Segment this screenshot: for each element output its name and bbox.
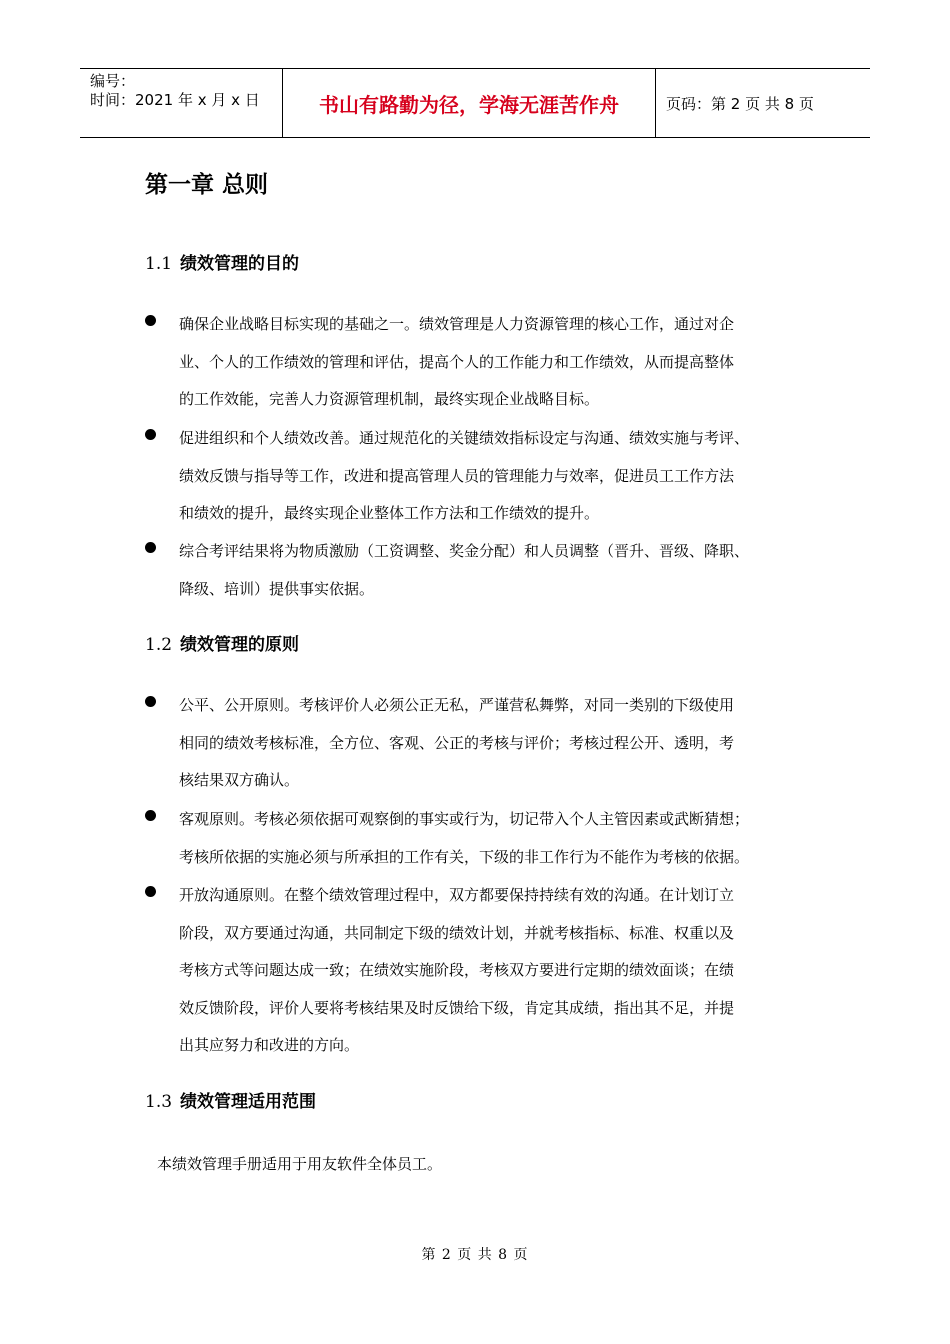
header-pager-cell xyxy=(656,69,870,137)
list-item xyxy=(145,533,825,608)
text-line: 的工作效能，完善人力资源管理机制，最终实现企业战略目标。 xyxy=(179,390,600,408)
text-line: 考核方式等问题达成一致；在绩效实施阶段，考核双方要进行定期的绩效面谈；在绩 xyxy=(179,961,735,979)
text-line: 绩效反馈与指导等工作，改进和提高管理人员的管理能力与效率，促进员工工作方法 xyxy=(179,466,735,485)
text-line: 开放沟通原则。在整个绩效管理过程中，双方都要保持持续有效的沟通。在计划订立 xyxy=(179,886,735,904)
section-number: 1.2 xyxy=(145,635,173,655)
section-title: 绩效管理适用范围 xyxy=(180,1092,317,1112)
bullet-icon xyxy=(145,429,156,440)
scope-paragraph: 本绩效管理手册适用于用友软件全体员工。 xyxy=(157,1155,443,1173)
text-line: 客观原则。考核必须依据可观察倒的事实或行为，切记带入个人主管因素或武断猜想； xyxy=(179,810,750,828)
text-line: 公平、公开原则。考核评价人必须公正无私，严谨营私舞弊，对同一类别的下级使用 xyxy=(179,696,735,714)
bullet-icon xyxy=(145,542,156,553)
text-line: 和绩效的提升，最终实现企业整体工作方法和工作绩效的提升。 xyxy=(179,504,600,522)
text-line: 核结果双方确认。 xyxy=(179,771,300,789)
list-item xyxy=(145,306,825,419)
section-heading-1-3 xyxy=(145,1091,316,1113)
document-date-label: 时间：2021 年 x 月 x 日 xyxy=(90,91,260,109)
text-line: 出其应努力和改进的方向。 xyxy=(179,1036,360,1054)
text-line: 阶段，双方要通过沟通，共同制定下级的绩效计划，并就考核指标、标准、权重以及 xyxy=(179,923,735,942)
header-meta-cell xyxy=(80,69,283,137)
text-line: 效反馈阶段，评价人要将考核结果及时反馈给下级，肯定其成绩，指出其不足，并提 xyxy=(179,998,735,1017)
text-line: 综合考评结果将为物质激励（工资调整、奖金分配）和人员调整（晋升、晋级、降职、 xyxy=(179,542,750,560)
list-item xyxy=(145,801,825,876)
chapter-title: 第一章 总则 xyxy=(145,172,269,198)
bullet-icon xyxy=(145,315,156,326)
page-footer: 第 2 页 共 8 页 xyxy=(421,1247,529,1263)
bullet-icon xyxy=(145,886,156,897)
text-line: 确保企业战略目标实现的基础之一。绩效管理是人力资源管理的核心工作，通过对企 xyxy=(179,315,735,333)
section-title: 绩效管理的目的 xyxy=(180,254,300,274)
list-item xyxy=(145,420,825,533)
bullet-icon xyxy=(145,810,156,821)
list-item xyxy=(145,877,825,1065)
section-heading-1-1 xyxy=(145,253,299,275)
section-title: 绩效管理的原则 xyxy=(180,635,300,655)
header-motto: 书山有路勤为径，学海无涯苦作舟 xyxy=(319,93,619,117)
section-heading-1-2 xyxy=(145,634,299,656)
section-number: 1.3 xyxy=(145,1092,173,1112)
header-motto-cell xyxy=(283,69,656,137)
header-page-indicator: 页码：第 2 页 共 8 页 xyxy=(666,95,814,113)
list-item xyxy=(145,687,825,800)
page-header xyxy=(80,68,870,138)
text-line: 考核所依据的实施必须与所承担的工作有关，下级的非工作行为不能作为考核的依据。 xyxy=(179,847,750,866)
text-line: 降级、培训）提供事实依据。 xyxy=(179,579,375,598)
text-line: 业、个人的工作绩效的管理和评估，提高个人的工作能力和工作绩效，从而提高整体 xyxy=(179,352,735,371)
section-number: 1.1 xyxy=(145,254,173,274)
text-line: 促进组织和个人绩效改善。通过规范化的关键绩效指标设定与沟通、绩效实施与考评、 xyxy=(179,429,750,447)
bullet-icon xyxy=(145,696,156,707)
text-line: 相同的绩效考核标准，全方位、客观、公正的考核与评价；考核过程公开、透明，考 xyxy=(179,733,735,752)
document-number-label: 编号： xyxy=(90,72,136,90)
